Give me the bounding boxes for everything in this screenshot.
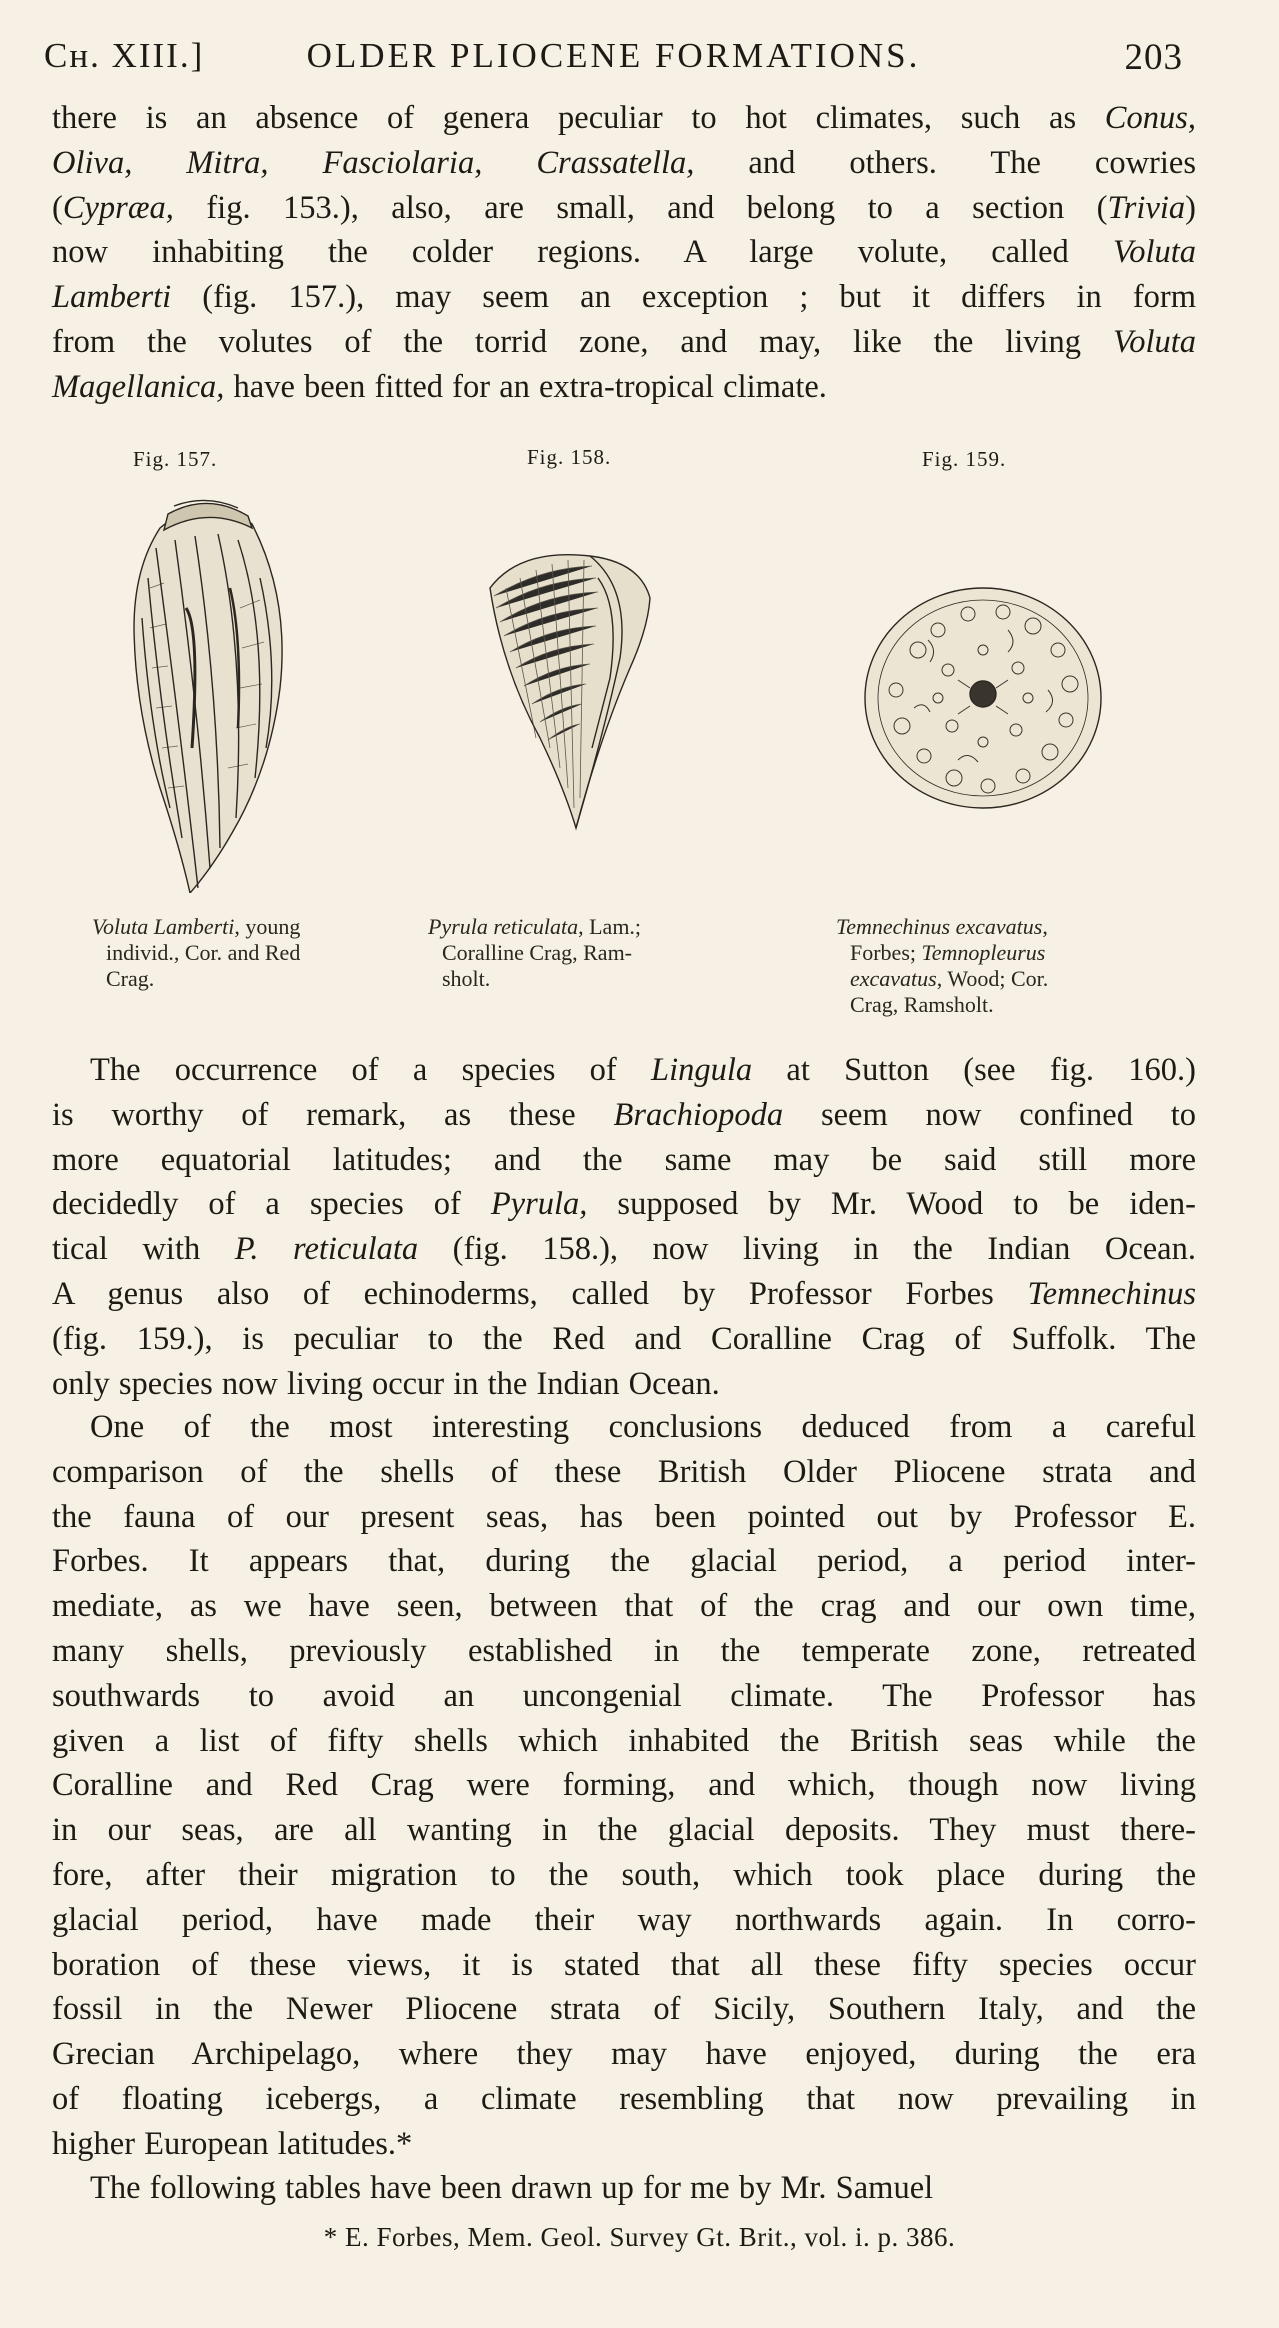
italic-text: Temnechinus (1027, 1275, 1196, 1312)
chapter-label: Cн. XIII.] (44, 36, 205, 75)
italic-text: Voluta (1112, 234, 1196, 271)
text-segment: many shells, previously established in the temperate zone, retreated (52, 1632, 1196, 1669)
text-line (52, 1227, 1196, 1272)
fig-158-caption (428, 914, 641, 992)
text-segment: in our seas, are all wanting in the glacial deposits. They must there- (52, 1812, 1196, 1849)
caption-line: sholt. (442, 966, 491, 991)
text-segment: at Sutton (see fig. 160.) (752, 1052, 1196, 1088)
text-line (52, 1093, 1196, 1138)
text-segment: Forbes. It appears that, during the glacial period, a period inter- (52, 1543, 1196, 1580)
text-line (52, 186, 1196, 231)
text-segment: The following tables have been drawn up for me by Mr. Samuel (90, 2170, 934, 2206)
text-line (52, 1272, 1196, 1317)
text-segment: tical with (52, 1231, 235, 1268)
text-line (52, 1808, 1196, 1853)
text-segment: of floating icebergs, a climate resembling that now prevailing in (52, 2080, 1196, 2117)
fig-157-caption (92, 914, 300, 992)
caption-line: Forbes; Temnopleurus (850, 940, 1046, 965)
text-segment: The occurrence of a species of (90, 1052, 651, 1088)
italic-text: Trivia (1107, 189, 1186, 226)
text-line (52, 2166, 1196, 2211)
paragraph-4 (52, 2166, 1196, 2211)
text-line (52, 1495, 1196, 1540)
caption-line: Crag. (106, 966, 155, 991)
text-line (52, 141, 1196, 186)
text-line (52, 1539, 1196, 1584)
text-segment: is worthy of remark, as these (52, 1096, 614, 1133)
text-line (52, 1450, 1196, 1495)
caption-line: Voluta Lamberti, young (92, 914, 301, 939)
fig-159-caption (836, 914, 1048, 1018)
fig-157-label: Fig. 157. (133, 447, 218, 471)
text-segment: ( (52, 189, 63, 226)
fig-158-label: Fig. 158. (527, 445, 612, 469)
text-line (52, 1674, 1196, 1719)
caption-line: Temnechinus excavatus, (836, 914, 1048, 939)
text-segment: more equatorial latitudes; and the same may be said still more (52, 1141, 1196, 1178)
text-segment: and others. The cowries (694, 144, 1196, 181)
text-line (52, 1182, 1196, 1227)
text-segment: (fig. 157.), may seem an exception ; but it differs in form (171, 279, 1196, 316)
caption-line: Coralline Crag, Ram- (442, 940, 633, 965)
text-line (52, 275, 1196, 320)
text-segment: southwards to avoid an uncongenial climate. The Professor has (52, 1677, 1196, 1714)
text-line (52, 1943, 1196, 1988)
text-line (52, 1763, 1196, 1808)
text-segment: have been fitted for an extra-tropical climate. (224, 368, 827, 405)
text-line (52, 1629, 1196, 1674)
italic-text: Lingula (651, 1052, 753, 1088)
pyrula-shell-icon (480, 548, 655, 838)
running-header (44, 36, 1183, 82)
voluta-shell-icon (120, 488, 295, 893)
echinoid-icon (858, 580, 1108, 820)
text-segment: (fig. 158.), now living in the Indian Ocean. (418, 1231, 1196, 1268)
text-line (52, 1405, 1196, 1450)
fig-159-label: Fig. 159. (922, 447, 1007, 471)
text-segment: higher European latitudes.* (52, 2125, 413, 2162)
text-line (52, 2032, 1196, 2077)
text-line (52, 2122, 1196, 2167)
footnote: * E. Forbes, Mem. Geol. Survey Gt. Brit., vol. i. p. 386. (323, 2222, 956, 2252)
text-segment: there is an absence of genera peculiar to hot climates, such as (52, 100, 1105, 136)
italic-text: Pyrula, (490, 1186, 588, 1223)
paragraph-1 (52, 96, 1196, 410)
text-line (52, 1719, 1196, 1764)
caption-line: excavatus, Wood; Cor. (850, 966, 1049, 991)
text-segment: (fig. 159.), is peculiar to the Red and Coralline Crag of Suffolk. The (52, 1320, 1196, 1357)
text-segment: supposed by Mr. Wood to be iden- (587, 1186, 1196, 1223)
text-segment: ) (1185, 189, 1196, 226)
text-segment: fore, after their migration to the south, which took place during the (52, 1856, 1196, 1893)
italic-text: Oliva, Mitra, Fasciolaria, Crassatella, (52, 144, 695, 181)
text-segment: fossil in the Newer Pliocene strata of Sicily, Southern Italy, and the (52, 1991, 1196, 2028)
text-segment: Coralline and Red Crag were forming, and which, though now living (52, 1767, 1196, 1804)
text-line (52, 96, 1196, 141)
text-segment: only species now living occur in the Indian Ocean. (52, 1365, 720, 1402)
page-number: 203 (1124, 37, 1183, 78)
text-segment: Grecian Archipelago, where they may have enjoyed, during the era (52, 2036, 1196, 2073)
text-segment: seem now confined to (783, 1096, 1197, 1133)
text-segment: A genus also of echinoderms, called by Professor Forbes (52, 1275, 1028, 1312)
text-line (52, 1853, 1196, 1898)
italic-text: Conus, (1104, 100, 1196, 136)
italic-text: Magellanica, (52, 368, 225, 405)
caption-line: Crag, Ramsholt. (850, 992, 994, 1017)
text-line (52, 320, 1196, 365)
italic-text: P. reticulata (234, 1231, 419, 1268)
text-segment: given a list of fifty shells which inhabited the British seas while the (52, 1722, 1196, 1759)
text-segment: mediate, as we have seen, between that of the crag and our own time, (52, 1588, 1196, 1625)
text-line (52, 1987, 1196, 2032)
text-segment: fig. 153.), also, are small, and belong to a section ( (173, 189, 1108, 226)
text-segment: now inhabiting the colder regions. A large volute, called (52, 234, 1113, 271)
text-segment: decidedly of a species of (52, 1186, 491, 1223)
text-segment: glacial period, have made their way northwards again. In corro- (52, 1901, 1196, 1938)
italic-text: Voluta (1112, 323, 1196, 360)
paragraph-2 (52, 1048, 1196, 1406)
text-segment: from the volutes of the torrid zone, and may, like the living (52, 323, 1113, 360)
caption-line: Pyrula reticulata, Lam.; (428, 914, 642, 939)
text-line (52, 365, 1196, 410)
text-line (52, 1362, 1196, 1407)
text-line (52, 230, 1196, 275)
text-segment: boration of these views, it is stated that all these fifty species occur (52, 1946, 1196, 1983)
italic-text: Brachiopoda (613, 1096, 784, 1133)
italic-text: Lamberti (52, 279, 172, 316)
text-line (52, 1584, 1196, 1629)
caption-line: individ., Cor. and Red (106, 940, 301, 965)
text-line (52, 1317, 1196, 1362)
text-segment: comparison of the shells of these British Older Pliocene strata and (52, 1453, 1196, 1490)
running-title: OLDER PLIOCENE FORMATIONS. (306, 36, 921, 75)
text-line (52, 2077, 1196, 2122)
paragraph-3 (52, 1405, 1196, 2167)
text-segment: One of the most interesting conclusions deduced from a careful (90, 1409, 1196, 1445)
text-line (52, 1048, 1196, 1093)
text-segment: the fauna of our present seas, has been pointed out by Professor E. (52, 1498, 1196, 1535)
italic-text: Cypræa, (62, 189, 174, 226)
text-line (52, 1138, 1196, 1183)
text-line (52, 1898, 1196, 1943)
